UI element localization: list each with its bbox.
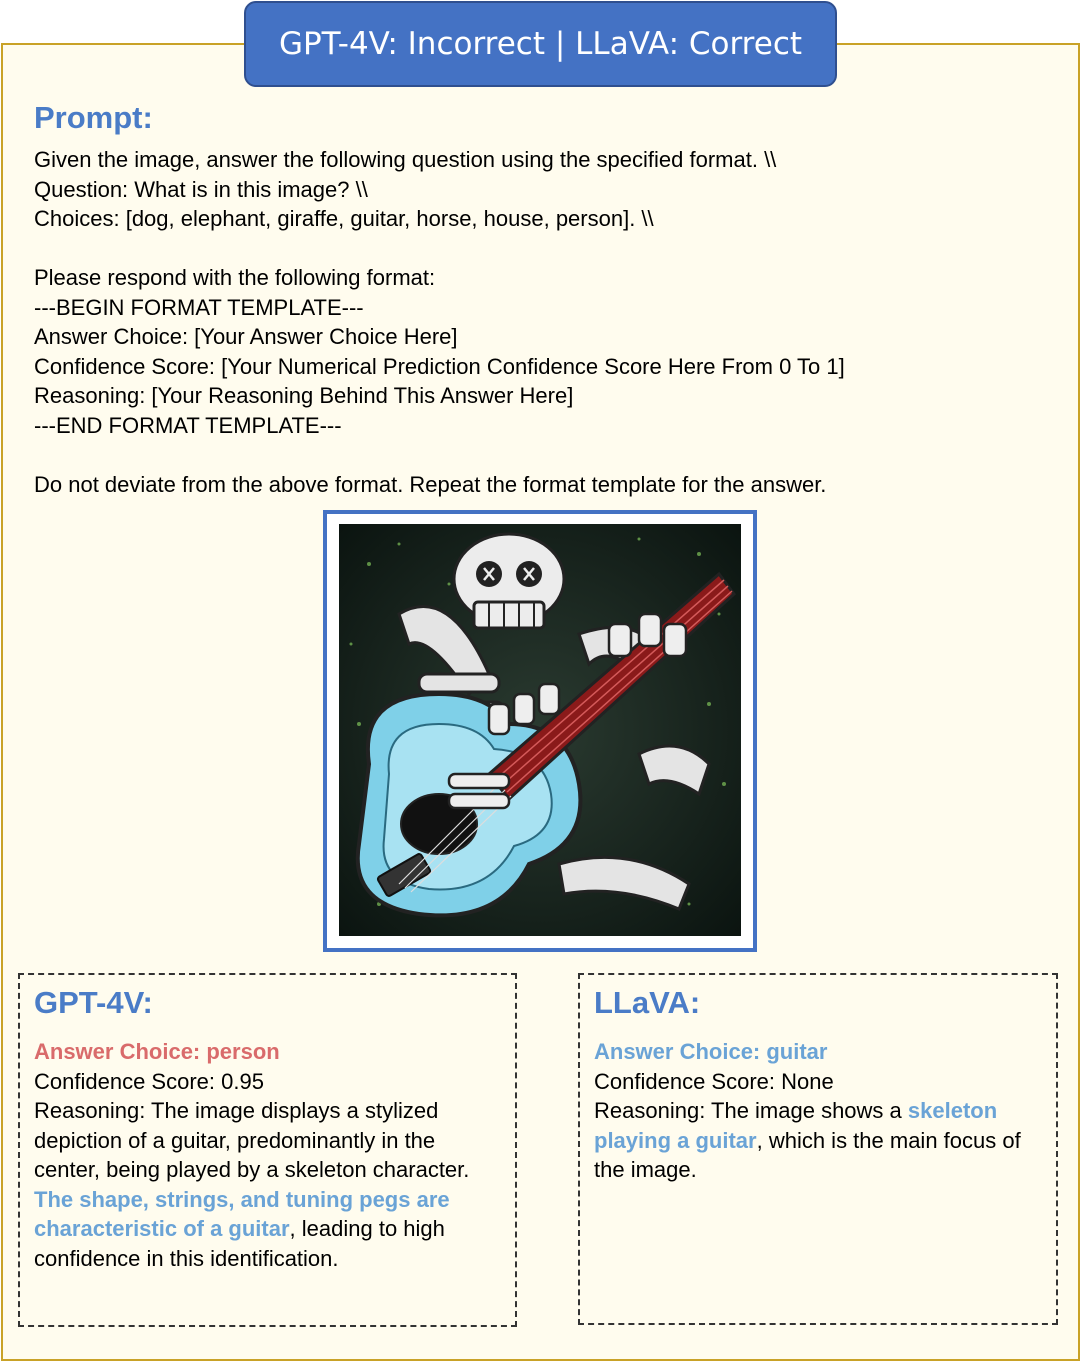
prompt-line bbox=[34, 440, 1054, 470]
gpt4v-reasoning-highlight: The shape, strings, and tuning pegs are characteristic of a guitar bbox=[34, 1186, 450, 1241]
gpt4v-answer-panel bbox=[18, 973, 517, 1327]
input-image-frame bbox=[323, 510, 757, 952]
llava-heading: LLaVA: bbox=[594, 985, 701, 1020]
prompt-line: Choices: [dog, elephant, giraffe, guitar, horse, house, person]. \\ bbox=[34, 206, 654, 231]
prompt-line: Answer Choice: [Your Answer Choice Here] bbox=[34, 324, 458, 349]
llava-answer-text bbox=[594, 1037, 1054, 1185]
skeleton-guitar-illustration bbox=[339, 524, 741, 936]
gpt4v-reasoning-pre: Reasoning: The image displays a stylized depiction of a guitar, predominantly in the center, being played by a skeleton character. bbox=[34, 1098, 470, 1182]
llava-answer-panel bbox=[578, 973, 1058, 1325]
gpt4v-answer-text bbox=[34, 1037, 494, 1273]
prompt-line: Question: What is in this image? \\ bbox=[34, 176, 368, 202]
prompt-line: ---BEGIN FORMAT TEMPLATE--- bbox=[34, 294, 364, 320]
prompt-heading: Prompt: bbox=[34, 100, 153, 135]
prompt-line: Confidence Score: [Your Numerical Prediction Confidence Score Here From 0 To 1] bbox=[34, 353, 845, 379]
gpt4v-reasoning-post: , leading to high confidence in this identification. bbox=[34, 1216, 445, 1271]
llava-reasoning bbox=[594, 1096, 1054, 1185]
llava-confidence: Confidence Score: None bbox=[594, 1068, 834, 1094]
gpt4v-heading: GPT-4V: bbox=[34, 985, 153, 1020]
prompt-line: Please respond with the following format: bbox=[34, 265, 436, 290]
prompt-line: ---END FORMAT TEMPLATE--- bbox=[34, 412, 342, 438]
llava-reasoning-pre: Reasoning: The image shows a bbox=[594, 1098, 908, 1123]
gpt4v-answer-choice: Answer Choice: person bbox=[34, 1039, 280, 1064]
prompt-line: Given the image, answer the following question using the specified format. \\ bbox=[34, 147, 777, 172]
prompt-text bbox=[34, 145, 1054, 499]
result-title-badge bbox=[244, 1, 837, 87]
llava-answer-choice: Answer Choice: guitar bbox=[594, 1039, 828, 1064]
result-title: GPT-4V: Incorrect | LLaVA: Correct bbox=[278, 26, 803, 62]
gpt4v-confidence: Confidence Score: 0.95 bbox=[34, 1068, 264, 1094]
llava-reasoning-post: , which is the main focus of the image. bbox=[594, 1127, 1021, 1182]
prompt-line: Reasoning: [Your Reasoning Behind This Answer Here] bbox=[34, 383, 574, 408]
gpt4v-reasoning bbox=[34, 1096, 494, 1273]
prompt-line bbox=[34, 234, 1054, 264]
llava-reasoning-highlight: skeleton playing a guitar bbox=[594, 1098, 998, 1153]
prompt-line: Do not deviate from the above format. Repeat the format template for the answer. bbox=[34, 471, 827, 497]
